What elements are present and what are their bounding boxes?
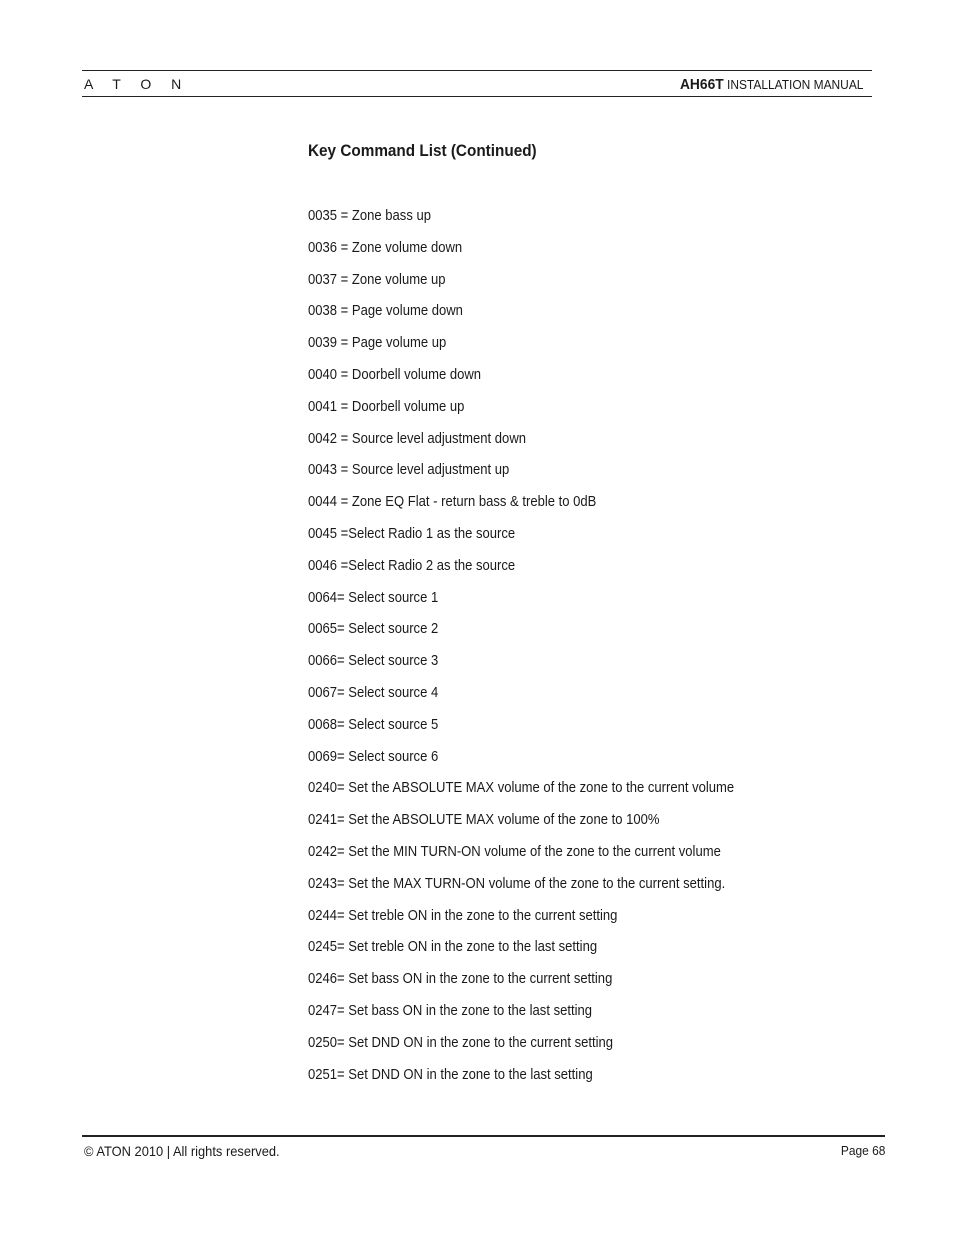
command-item: 0065= Select source 2	[308, 621, 439, 638]
command-item: 0241= Set the ABSOLUTE MAX volume of the zone to 100%	[308, 812, 660, 829]
manual-title	[680, 76, 863, 93]
page-footer	[82, 1135, 885, 1163]
model-name: AH66T	[679, 76, 724, 93]
command-item: 0038 = Page volume down	[308, 303, 463, 320]
command-item: 0245= Set treble ON in the zone to the last setting	[308, 939, 598, 956]
command-item: 0043 = Source level adjustment up	[308, 462, 510, 479]
command-item: 0042 = Source level adjustment down	[308, 430, 527, 447]
command-item: 0069= Select source 6	[308, 748, 439, 765]
manual-label: INSTALLATION MANUAL	[723, 77, 863, 92]
page-header	[82, 70, 872, 97]
brand-name: A T O N	[84, 76, 190, 92]
command-item: 0035 = Zone bass up	[308, 208, 431, 224]
command-item: 0243= Set the MAX TURN-ON volume of the zone to the current setting.	[308, 875, 726, 892]
command-item: 0240= Set the ABSOLUTE MAX volume of the zone to the current volume	[308, 780, 735, 797]
command-item: 0250= Set DND ON in the zone to the current setting	[308, 1034, 614, 1051]
section-title: Key Command List (Continued)	[308, 141, 537, 160]
command-item: 0242= Set the MIN TURN-ON volume of the zone to the current volume	[308, 843, 721, 860]
command-item: 0246= Set bass ON in the zone to the current setting	[308, 971, 613, 988]
command-item: 0045 =Select Radio 1 as the source	[308, 525, 516, 542]
command-item: 0251= Set DND ON in the zone to the last setting	[308, 1066, 593, 1083]
command-item: 0039 = Page volume up	[308, 335, 447, 352]
command-item: 0046 =Select Radio 2 as the source	[308, 557, 516, 574]
command-list	[308, 206, 782, 1096]
command-item: 0068= Select source 5	[308, 716, 439, 733]
page-number: Page 68	[840, 1143, 885, 1158]
command-item: 0044 = Zone EQ Flat - return bass & treble to 0dB	[308, 494, 597, 511]
command-item: 0244= Set treble ON in the zone to the current setting	[308, 907, 618, 924]
command-item: 0041 = Doorbell volume up	[308, 398, 465, 415]
copyright-notice: © ATON 2010 | All rights reserved.	[84, 1143, 280, 1159]
command-item: 0037 = Zone volume up	[308, 271, 446, 288]
command-item: 0067= Select source 4	[308, 684, 439, 701]
command-item: 0066= Select source 3	[308, 653, 439, 670]
command-item: 0040 = Doorbell volume down	[308, 366, 482, 383]
command-item: 0247= Set bass ON in the zone to the last setting	[308, 1002, 593, 1019]
command-item: 0036 = Zone volume down	[308, 239, 463, 256]
command-item: 0064= Select source 1	[308, 589, 439, 606]
